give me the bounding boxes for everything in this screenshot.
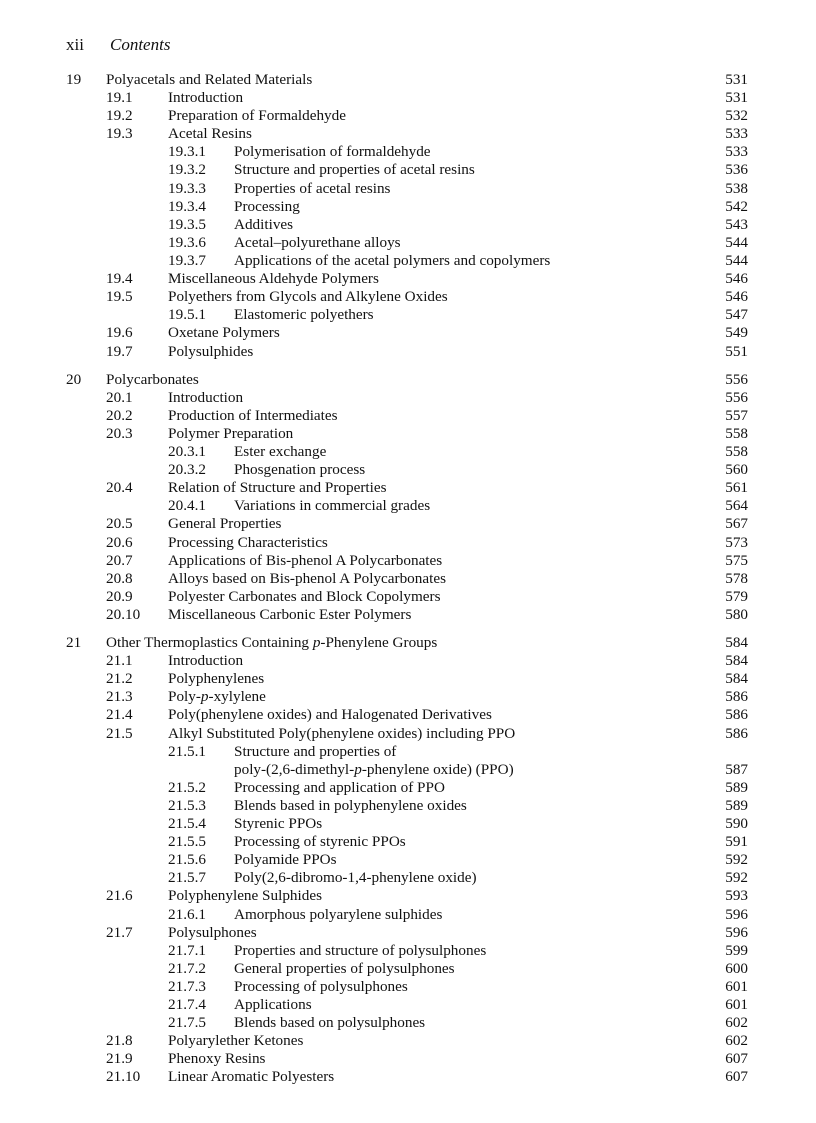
toc-entry-title: Other Thermoplastics Containing p-Phenylene Groups [106, 634, 438, 651]
toc-entry-number: 20.5 [106, 515, 133, 532]
toc-entry-number: 21 [66, 634, 82, 651]
toc-entry-number: 21.2 [106, 670, 133, 687]
toc-entry-number: 21.5.1 [168, 743, 206, 760]
toc-entry-title: Variations in commercial grades [234, 497, 431, 514]
toc-entry [0, 270, 816, 288]
toc-page-number: 573 [725, 534, 748, 551]
toc-entry-title: Processing Characteristics [168, 534, 328, 551]
toc-page-number: 587 [725, 761, 748, 778]
toc-entry [0, 906, 816, 924]
toc-entry-title: Polyphenylenes [168, 670, 265, 687]
toc-page-number: 592 [725, 851, 748, 868]
toc-page-number: 556 [725, 371, 748, 388]
toc-entry-title: Miscellaneous Aldehyde Polymers [168, 270, 379, 287]
toc-entry [0, 552, 816, 570]
toc-entry-title: Production of Intermediates [168, 407, 338, 424]
toc-entry [0, 960, 816, 978]
toc-page-number: 591 [725, 833, 748, 850]
toc-entry [0, 924, 816, 942]
toc-entry [0, 534, 816, 552]
toc-page-number: 607 [725, 1050, 748, 1067]
toc-entry-title: Poly-p-xylylene [168, 688, 266, 705]
toc-entry-number: 20.6 [106, 534, 133, 551]
toc-entry-number: 19 [66, 71, 82, 88]
toc-page-number: 546 [725, 270, 748, 287]
toc-entry-number: 19.3.2 [168, 161, 206, 178]
toc-entry-number: 20.4 [106, 479, 133, 496]
toc-entry-title: Polysulphides [168, 343, 254, 360]
toc-entry-title: Ester exchange [234, 443, 327, 460]
toc-page-number: 580 [725, 606, 748, 623]
toc-entry-number: 19.3.5 [168, 216, 206, 233]
toc-entry-number: 20 [66, 371, 82, 388]
toc-chapter-entry [0, 71, 816, 89]
toc-entry-title: General Properties [168, 515, 282, 532]
toc-entry [0, 324, 816, 342]
toc-entry-number: 20.9 [106, 588, 133, 605]
toc-entry-title: Styrenic PPOs [234, 815, 323, 832]
toc-entry-number: 21.6.1 [168, 906, 206, 923]
toc-page-number: 567 [725, 515, 748, 532]
toc-entry-title: Linear Aromatic Polyesters [168, 1068, 335, 1085]
toc-entry-title: Phenoxy Resins [168, 1050, 266, 1067]
toc-page-number: 532 [725, 107, 748, 124]
toc-entry-title: Applications of the acetal polymers and copolymers [234, 252, 551, 269]
toc-entry-number: 21.7.3 [168, 978, 206, 995]
toc-entry [0, 743, 816, 761]
toc-page-number: 584 [725, 670, 748, 687]
toc-page-number: 589 [725, 797, 748, 814]
toc-entry [0, 198, 816, 216]
toc-page-number: 578 [725, 570, 748, 587]
toc-entry-number: 19.3.6 [168, 234, 206, 251]
toc-entry-number: 21.8 [106, 1032, 133, 1049]
toc-page-number: 560 [725, 461, 748, 478]
toc-page-number: 546 [725, 288, 748, 305]
toc-page-number: 531 [725, 89, 748, 106]
toc-entry-number: 20.8 [106, 570, 133, 587]
toc-page-number: 544 [725, 234, 748, 251]
toc-page-number: 575 [725, 552, 748, 569]
toc-entry [0, 234, 816, 252]
toc-entry [0, 815, 816, 833]
toc-entry-number: 20.3.1 [168, 443, 206, 460]
toc-entry [0, 779, 816, 797]
toc-page-number: 542 [725, 198, 748, 215]
toc-entry [0, 761, 816, 779]
running-head-title: Contents [110, 35, 171, 54]
toc-entry [0, 143, 816, 161]
toc-entry-title: Poly(phenylene oxides) and Halogenated Derivatives [168, 706, 492, 723]
toc-page-number: 544 [725, 252, 748, 269]
toc-entry [0, 1050, 816, 1068]
toc-entry-number: 19.6 [106, 324, 133, 341]
toc-entry-number: 19.3.3 [168, 180, 206, 197]
toc-entry-title: Polyphenylene Sulphides [168, 887, 322, 904]
toc-entry-title: Processing of polysulphones [234, 978, 408, 995]
toc-entry-number: 21.7.2 [168, 960, 206, 977]
toc-entry [0, 606, 816, 624]
toc-entry-number: 21.7.4 [168, 996, 206, 1013]
toc-entry [0, 443, 816, 461]
toc-entry-number: 21.7 [106, 924, 133, 941]
toc-entry [0, 407, 816, 425]
toc-entry [0, 461, 816, 479]
toc-entry-title: Acetal–polyurethane alloys [234, 234, 401, 251]
toc-page-number: 590 [725, 815, 748, 832]
toc-entry [0, 288, 816, 306]
toc-entry-number: 20.2 [106, 407, 133, 424]
toc-page-number: 599 [725, 942, 748, 959]
toc-entry-number: 19.7 [106, 343, 133, 360]
toc-entry-title: Polyamide PPOs [234, 851, 337, 868]
toc-entry-title: Phosgenation process [234, 461, 366, 478]
toc-entry [0, 252, 816, 270]
toc-page-number: 586 [725, 725, 748, 742]
toc-entry-number: 21.6 [106, 887, 133, 904]
toc-entry-title: Processing [234, 198, 300, 215]
toc-page-number: 558 [725, 443, 748, 460]
toc-entry [0, 670, 816, 688]
toc-page-number: 579 [725, 588, 748, 605]
toc-entry [0, 180, 816, 198]
toc-entry-number: 20.7 [106, 552, 133, 569]
toc-entry [0, 1068, 816, 1086]
toc-entry [0, 887, 816, 905]
toc-entry-number: 21.4 [106, 706, 133, 723]
toc-page-number: 557 [725, 407, 748, 424]
toc-entry-number: 20.10 [106, 606, 141, 623]
toc-entry-number: 19.3.4 [168, 198, 206, 215]
toc-page-number: 536 [725, 161, 748, 178]
toc-entry-title: Elastomeric polyethers [234, 306, 374, 323]
toc-entry [0, 725, 816, 743]
toc-entry [0, 706, 816, 724]
toc-page-number: 558 [725, 425, 748, 442]
toc-entry-number: 20.3 [106, 425, 133, 442]
toc-entry-title: Blends based in polyphenylene oxides [234, 797, 467, 814]
toc-entry-title: Introduction [168, 652, 244, 669]
toc-entry-title: Introduction [168, 89, 244, 106]
toc-entry-number: 19.3.1 [168, 143, 206, 160]
toc-entry-title: Applications [234, 996, 312, 1013]
toc-entry-number: 21.9 [106, 1050, 133, 1067]
toc-page-number: 602 [725, 1014, 748, 1031]
toc-page-number: 549 [725, 324, 748, 341]
toc-entry [0, 425, 816, 443]
toc-entry [0, 688, 816, 706]
toc-entry-title: Polyester Carbonates and Block Copolymers [168, 588, 441, 605]
toc-entry-title: poly-(2,6-dimethyl-p-phenylene oxide) (PPO) [234, 761, 514, 778]
toc-entry [0, 107, 816, 125]
toc-entry-title: Polymer Preparation [168, 425, 294, 442]
toc-entry-number: 21.5.4 [168, 815, 206, 832]
toc-page-number: 607 [725, 1068, 748, 1085]
toc-entry-number: 19.4 [106, 270, 133, 287]
toc-entry-title: Polyarylether Ketones [168, 1032, 304, 1049]
toc-entry [0, 497, 816, 515]
toc-entry-number: 21.3 [106, 688, 133, 705]
toc-entry-title: Blends based on polysulphones [234, 1014, 426, 1031]
toc-entry-title: Polyacetals and Related Materials [106, 71, 313, 88]
toc-entry [0, 869, 816, 887]
toc-entry-number: 21.10 [106, 1068, 141, 1085]
toc-page-number: 584 [725, 634, 748, 651]
toc-entry-title: Polyethers from Glycols and Alkylene Oxides [168, 288, 448, 305]
toc-entry-title: Polycarbonates [106, 371, 199, 388]
toc-page-number: 586 [725, 688, 748, 705]
toc-entry-number: 21.7.5 [168, 1014, 206, 1031]
toc-entry [0, 89, 816, 107]
toc-entry-title: Processing and application of PPO [234, 779, 445, 796]
toc-chapter-entry [0, 371, 816, 389]
toc-entry-title: Additives [234, 216, 294, 233]
toc-entry-title: Amorphous polyarylene sulphides [234, 906, 443, 923]
toc-entry-number: 21.5.3 [168, 797, 206, 814]
toc-entry-title: Structure and properties of [234, 743, 397, 760]
toc-entry [0, 125, 816, 143]
toc-entry-title: Properties and structure of polysulphones [234, 942, 487, 959]
toc-entry [0, 1032, 816, 1050]
toc-entry-title: Poly(2,6-dibromo-1,4-phenylene oxide) [234, 869, 477, 886]
toc-entry-number: 19.5.1 [168, 306, 206, 323]
toc-entry-number: 21.5 [106, 725, 133, 742]
toc-entry-number: 21.5.6 [168, 851, 206, 868]
toc-entry-number: 20.4.1 [168, 497, 206, 514]
toc-entry [0, 1014, 816, 1032]
toc-page-number: 543 [725, 216, 748, 233]
toc-page-number: 602 [725, 1032, 748, 1049]
toc-page-number: 596 [725, 906, 748, 923]
toc-entry-number: 19.2 [106, 107, 133, 124]
toc-entry-title: General properties of polysulphones [234, 960, 455, 977]
toc-page-number: 531 [725, 71, 748, 88]
toc-entry [0, 216, 816, 234]
toc-page-number: 533 [725, 143, 748, 160]
toc-entry [0, 652, 816, 670]
toc-entry-title: Processing of styrenic PPOs [234, 833, 406, 850]
toc-page-number: 556 [725, 389, 748, 406]
toc-entry-number: 19.1 [106, 89, 133, 106]
toc-page-number: 547 [725, 306, 748, 323]
toc-entry-number: 19.3.7 [168, 252, 206, 269]
toc-entry-title: Alkyl Substituted Poly(phenylene oxides) including PPO [168, 725, 516, 742]
toc-page-number: 538 [725, 180, 748, 197]
toc-entry [0, 389, 816, 407]
toc-page-number: 584 [725, 652, 748, 669]
toc-entry-title: Alloys based on Bis-phenol A Polycarbonates [168, 570, 446, 587]
toc-entry-number: 21.7.1 [168, 942, 206, 959]
toc-entry-title: Acetal Resins [168, 125, 252, 142]
toc-page-number: 601 [725, 978, 748, 995]
toc-entry [0, 306, 816, 324]
toc-entry-title: Polymerisation of formaldehyde [234, 143, 431, 160]
toc-entry [0, 479, 816, 497]
toc-entry-number: 19.5 [106, 288, 133, 305]
toc-page-number: 533 [725, 125, 748, 142]
toc-page-number: 593 [725, 887, 748, 904]
toc-entry-title: Structure and properties of acetal resins [234, 161, 475, 178]
toc-entry-number: 21.5.7 [168, 869, 206, 886]
toc-entry-title: Oxetane Polymers [168, 324, 280, 341]
toc-entry [0, 343, 816, 361]
toc-page-number: 600 [725, 960, 748, 977]
toc-page-number: 596 [725, 924, 748, 941]
toc-page-number: 592 [725, 869, 748, 886]
page-folio: xii [66, 35, 84, 54]
toc-page-number: 564 [725, 497, 748, 514]
toc-entry-title: Introduction [168, 389, 244, 406]
toc-entry-title: Properties of acetal resins [234, 180, 391, 197]
toc-entry [0, 797, 816, 815]
toc-entry-title: Applications of Bis-phenol A Polycarbonates [168, 552, 443, 569]
toc-entry [0, 833, 816, 851]
toc-entry [0, 588, 816, 606]
toc-entry [0, 161, 816, 179]
toc-entry-number: 19.3 [106, 125, 133, 142]
toc-entry [0, 851, 816, 869]
toc-entry [0, 996, 816, 1014]
toc-entry [0, 570, 816, 588]
toc-entry-number: 20.1 [106, 389, 133, 406]
toc-entry-title: Preparation of Formaldehyde [168, 107, 346, 124]
toc-entry-number: 21.5.5 [168, 833, 206, 850]
toc-page-number: 589 [725, 779, 748, 796]
toc-entry-number: 20.3.2 [168, 461, 206, 478]
toc-entry-number: 21.5.2 [168, 779, 206, 796]
toc-entry [0, 978, 816, 996]
toc-page-number: 561 [725, 479, 748, 496]
toc-page-number: 551 [725, 343, 748, 360]
toc-entry [0, 942, 816, 960]
toc-page-number: 601 [725, 996, 748, 1013]
toc-entry-title: Relation of Structure and Properties [168, 479, 387, 496]
toc-page-number: 586 [725, 706, 748, 723]
toc-entry-title: Miscellaneous Carbonic Ester Polymers [168, 606, 412, 623]
toc-entry-title: Polysulphones [168, 924, 257, 941]
toc-entry-number: 21.1 [106, 652, 133, 669]
toc-chapter-entry [0, 634, 816, 652]
toc-entry [0, 515, 816, 533]
